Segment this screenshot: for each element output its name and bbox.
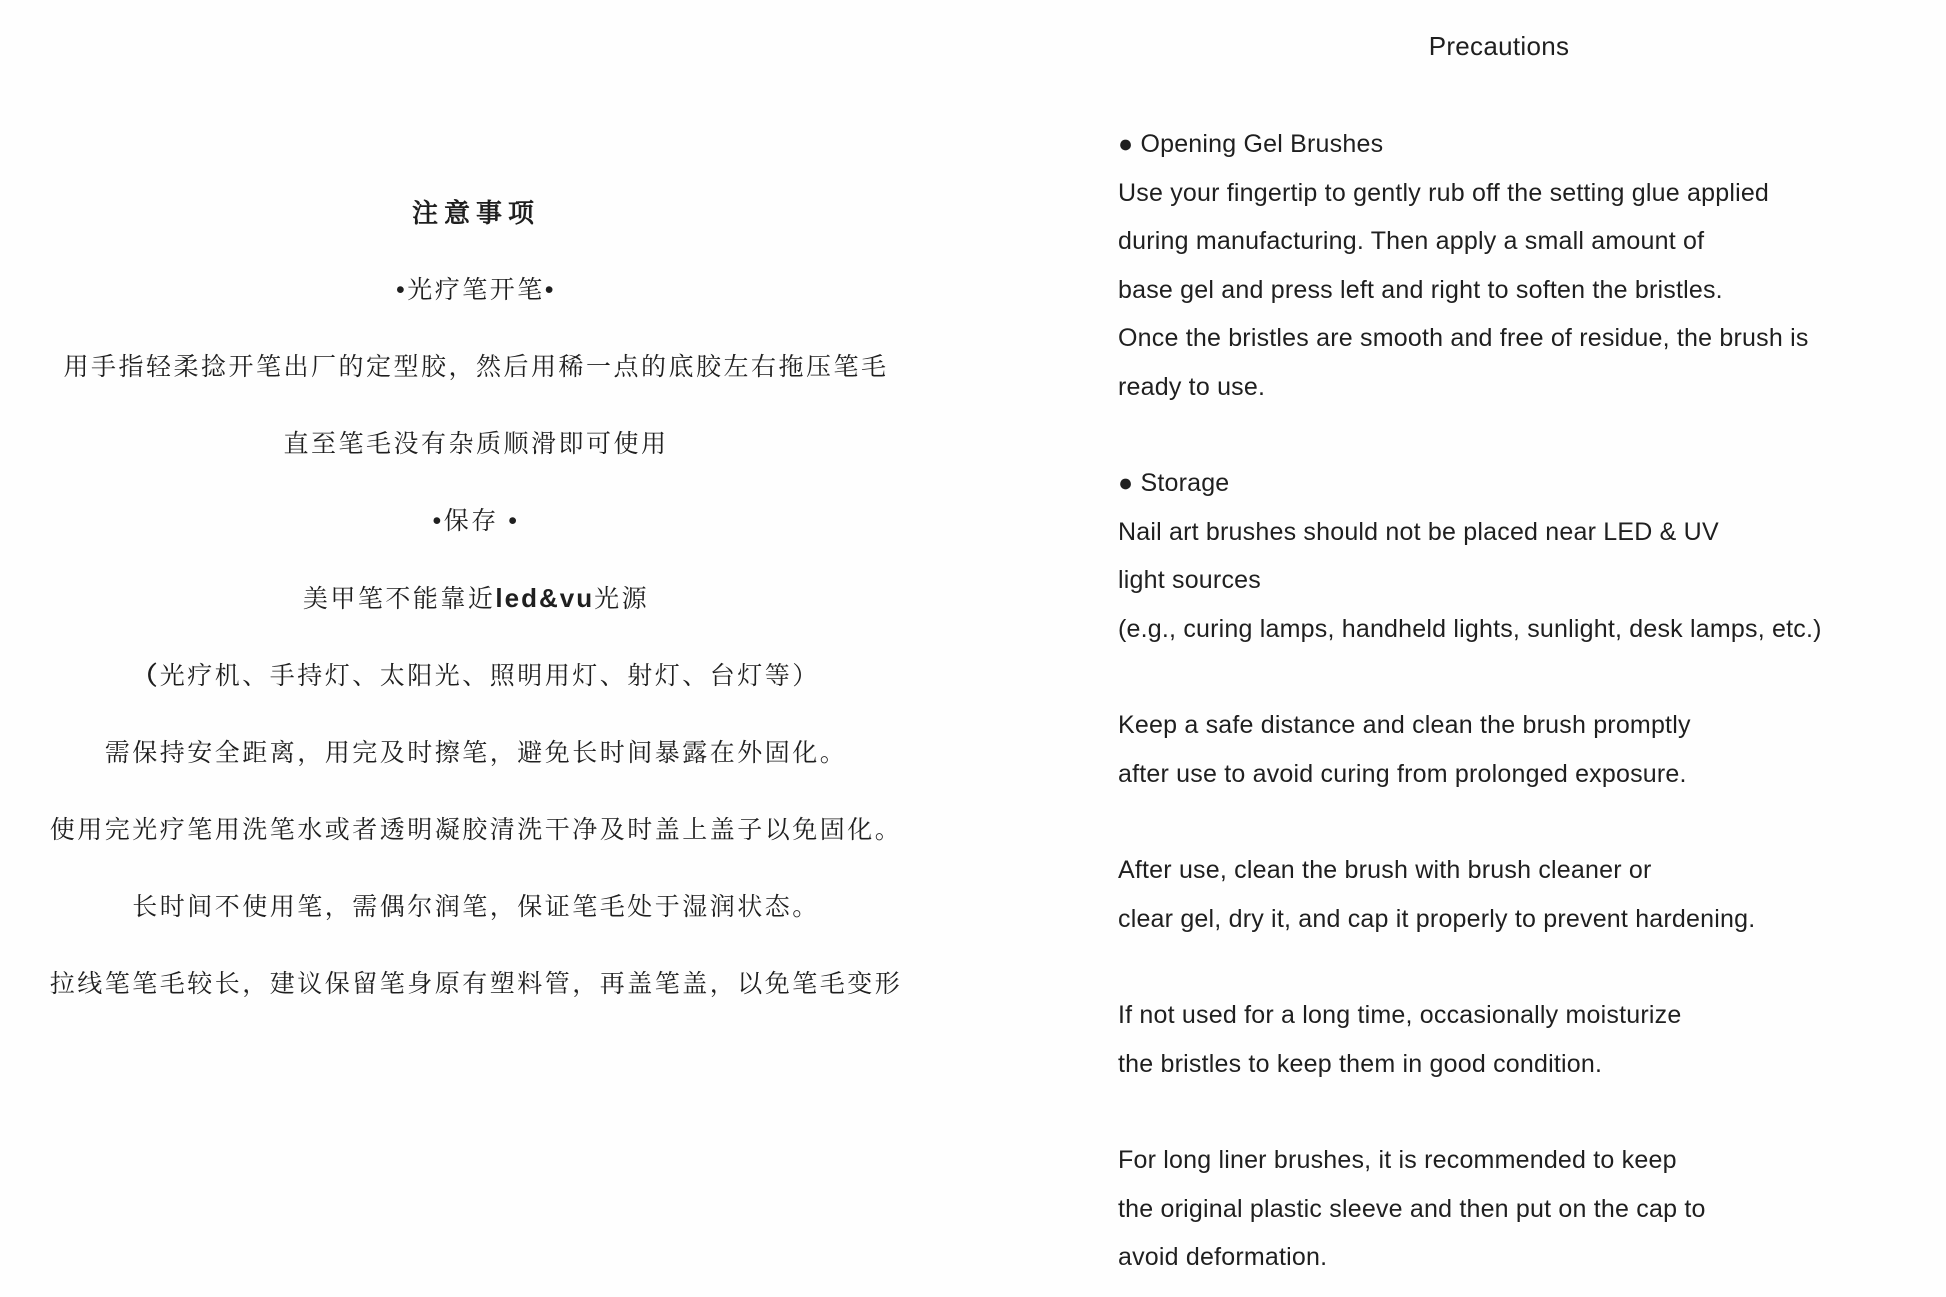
light-sources-list: 光疗机、手持灯、太阳光、照明用灯、射灯、台灯等） (159, 662, 820, 690)
chinese-column (0, 198, 952, 1046)
text-line: Use your fingertip to gently rub off the setting glue applied (1118, 178, 1770, 207)
led-warning-bold-text: led&vu (495, 583, 595, 613)
text-line: For long liner brushes, it is recommended to keep (1118, 1146, 1677, 1174)
chinese-safe-distance-line: 需保持安全距离，用完及时擦笔，避免长时间暴露在外固化。 (104, 739, 848, 767)
chinese-title: 注意事项 (411, 198, 540, 228)
text-line: If not used for a long time, occasionally moisturize (1118, 1001, 1682, 1029)
text-line: the bristles to keep them in good condition. (1118, 1049, 1603, 1078)
english-paragraph-safe-distance (1118, 701, 1880, 798)
text-line: clear gel, dry it, and cap it properly to prevent hardening. (1118, 904, 1756, 933)
chinese-storage-header: •保存 • (432, 507, 520, 535)
english-title: Precautions (1428, 31, 1570, 61)
chinese-cleaning-line: 使用完光疗笔用洗笔水或者透明凝胶清洗干净及时盖上盖子以免固化。 (49, 816, 903, 844)
chinese-opening-line-1: 用手指轻柔捻开笔出厂的定型胶，然后用稀一点的底胶左右拖压笔毛 (63, 353, 889, 381)
light-sources-open-paren: （ (132, 662, 160, 690)
english-paragraph-moisturize (1118, 991, 1880, 1088)
chinese-liner-brush-line: 拉线笔笔毛较长，建议保留笔身原有塑料管，再盖笔盖，以免笔毛变形 (49, 970, 903, 998)
english-section-opening-gel-brushes (1118, 120, 1880, 411)
english-section-storage (1118, 459, 1880, 653)
led-warning-suffix: 光源 (594, 585, 650, 613)
chinese-light-sources-line (0, 661, 952, 691)
text-line: Keep a safe distance and clean the brush promptly (1118, 711, 1691, 739)
text-line: ready to use. (1118, 372, 1266, 401)
section-heading: ● Opening Gel Brushes (1118, 130, 1384, 158)
led-warning-prefix: 美甲笔不能靠近 (302, 585, 496, 613)
chinese-moisturize-line: 长时间不使用笔，需偶尔润笔，保证笔毛处于湿润状态。 (132, 893, 820, 921)
chinese-led-warning-line (0, 583, 952, 614)
text-line: after use to avoid curing from prolonged exposure. (1118, 759, 1687, 788)
text-line: light sources (1118, 566, 1261, 594)
text-line: the original plastic sleeve and then put on the cap to (1118, 1194, 1706, 1223)
text-line: (e.g., curing lamps, handheld lights, sunlight, desk lamps, etc.) (1118, 614, 1822, 643)
english-paragraph-cleaning (1118, 846, 1880, 943)
chinese-opening-header: •光疗笔开笔• (395, 276, 556, 304)
english-column (1118, 22, 1880, 1297)
chinese-opening-line-2: 直至笔毛没有杂质顺滑即可使用 (283, 430, 669, 458)
section-heading: ● Storage (1118, 469, 1230, 497)
text-line: base gel and press left and right to soften the bristles. (1118, 275, 1723, 304)
text-line: during manufacturing. Then apply a small amount of (1118, 227, 1705, 255)
text-line: avoid deformation. (1118, 1243, 1328, 1271)
text-line: Once the bristles are smooth and free of residue, the brush is (1118, 324, 1809, 352)
text-line: Nail art brushes should not be placed near LED & UV (1118, 517, 1719, 546)
english-paragraph-liner-brushes (1118, 1136, 1880, 1282)
text-line: After use, clean the brush with brush cleaner or (1118, 856, 1652, 884)
